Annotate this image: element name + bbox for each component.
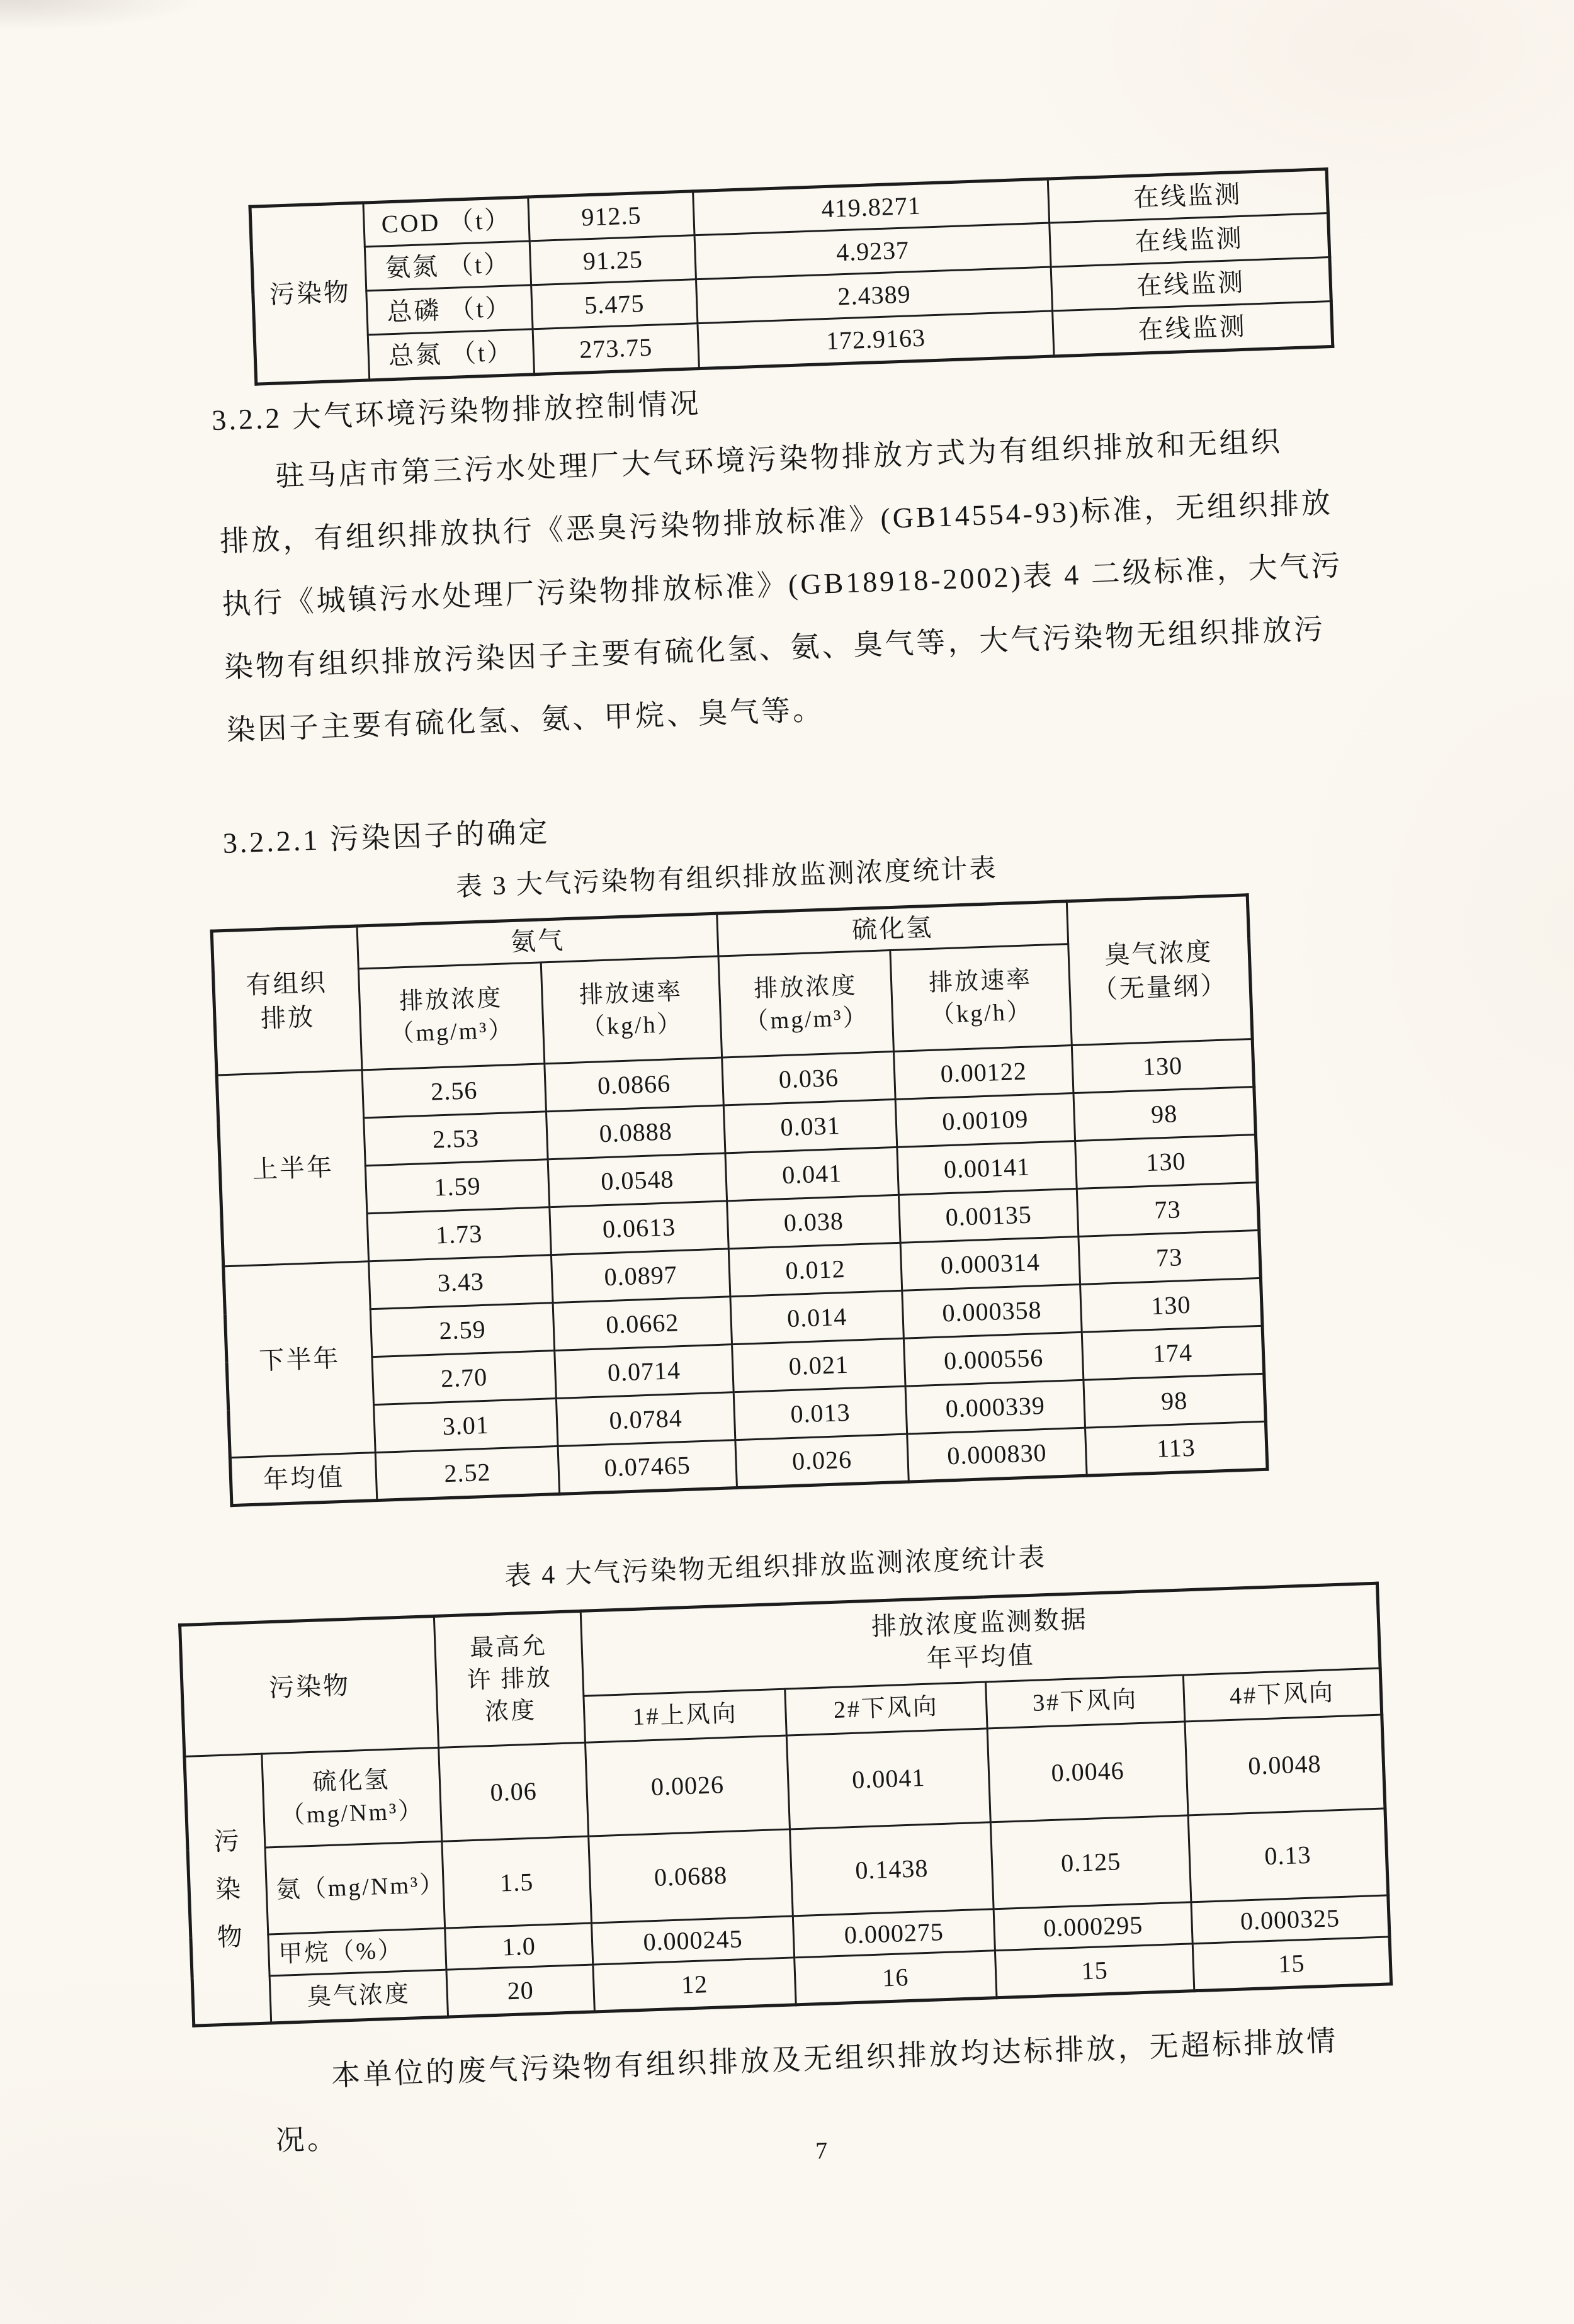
pollutant-name: 总磷 （t） [366, 285, 533, 335]
pollutant-name: 氨氮 （t） [365, 241, 531, 291]
value-cell: 0.013 [733, 1386, 907, 1440]
value-cell: 0.1438 [790, 1822, 994, 1916]
paragraph-line: 执行《城镇污水处理厂污染物排放标准》(GB18918-2002)表 4 二级标准，大气污 [221, 549, 1344, 621]
value-cell: 3.43 [369, 1255, 553, 1309]
value-cell: 73 [1077, 1182, 1259, 1236]
header-nh3: 氨气 [357, 913, 718, 969]
pollutant-name: 臭气浓度 [269, 1970, 448, 2023]
row-group-label: 污染物 [250, 203, 370, 384]
monitor-type: 在线监测 [1048, 169, 1328, 223]
header-rate: 排放速率 （kg/h） [890, 944, 1072, 1052]
value-cell: 0.031 [723, 1099, 897, 1153]
value-cell: 16 [795, 1951, 997, 2005]
paragraph-air-emission [217, 406, 1423, 762]
value-cell: 172.9163 [698, 311, 1054, 369]
value-cell: 0.000325 [1191, 1895, 1390, 1944]
value-cell: 12 [593, 1958, 796, 2012]
value-cell: 0.0548 [548, 1153, 727, 1207]
value-cell: 0.00141 [897, 1141, 1077, 1195]
table-unorganized-emission [178, 1582, 1393, 2028]
row-group-label: 年均值 [230, 1453, 377, 1506]
paragraph-line: 本单位的废气污染物有组织排放及无组织排放均达标排放，无超标排放情 [331, 2024, 1339, 2092]
value-cell: 0.0784 [556, 1392, 735, 1447]
value-cell: 0.0688 [589, 1829, 793, 1923]
value-cell: 15 [1192, 1937, 1391, 1991]
pollutant-name: COD （t） [363, 197, 529, 247]
value-cell: 0.0866 [545, 1058, 723, 1112]
value-cell: 1.73 [367, 1207, 551, 1261]
row-group-label: 下半年 [224, 1261, 375, 1458]
value-cell: 0.00135 [898, 1188, 1078, 1243]
paragraph-line: 排放，有组织排放执行《恶臭污染物排放标准》(GB14554-93)标准，无组织排放 [219, 487, 1333, 558]
table-organized-emission [210, 893, 1269, 1507]
value-cell: 0.000314 [900, 1236, 1080, 1290]
value-cell: 0.0714 [555, 1345, 733, 1399]
value-cell: 130 [1080, 1278, 1262, 1332]
value-cell: 0.125 [990, 1815, 1191, 1909]
value-cell: 2.56 [362, 1064, 546, 1118]
value-cell: 2.52 [375, 1446, 559, 1500]
value-cell: 0.000339 [905, 1380, 1085, 1434]
value-cell: 0.036 [722, 1051, 895, 1105]
value-cell: 0.041 [725, 1147, 898, 1200]
header-organized: 有组织 排放 [212, 926, 362, 1075]
section-heading-322: 3.2.2 大气环境污染物排放控制情况 [211, 387, 702, 437]
monitor-type: 在线监测 [1051, 257, 1331, 311]
value-cell: 3.01 [374, 1399, 558, 1453]
value-cell: 0.000556 [903, 1332, 1083, 1386]
limit-cell: 0.06 [439, 1742, 589, 1841]
header-pollutant: 污染物 [180, 1616, 439, 1757]
header-conc: 排放浓度 （mg/m³） [718, 950, 893, 1058]
value-cell: 2.4389 [696, 267, 1052, 324]
value-cell: 98 [1073, 1087, 1255, 1141]
side-label-pollutant: 污 染 物 [184, 1754, 271, 2026]
value-cell: 4.9237 [694, 223, 1051, 279]
value-cell: 0.0041 [786, 1729, 990, 1829]
value-cell: 0.0888 [546, 1105, 725, 1159]
value-cell: 130 [1072, 1039, 1254, 1093]
paragraph-line: 况。 [275, 2122, 339, 2157]
table4-caption: 表 4 大气污染物无组织排放监测浓度统计表 [504, 1543, 1048, 1592]
value-cell: 0.014 [730, 1290, 903, 1344]
value-cell: 0.13 [1188, 1808, 1388, 1902]
section-heading-3221: 3.2.2.1 污染因子的确定 [222, 815, 551, 859]
value-cell: 0.0613 [550, 1201, 728, 1255]
value-cell: 0.00122 [893, 1046, 1073, 1100]
header-h2s: 硫化氢 [717, 901, 1068, 956]
value-cell: 2.70 [372, 1351, 556, 1405]
value-cell: 0.000295 [994, 1902, 1192, 1951]
paragraph-line: 染物有组织排放污染因子主要有硫化氢、氨、臭气等，大气污染物无组织排放污 [224, 612, 1326, 684]
value-cell: 912.5 [528, 191, 694, 241]
value-cell: 419.8271 [693, 179, 1050, 235]
pollutant-name: 甲烷（%） [268, 1928, 446, 1976]
header-max-allow: 最高允 许 排放 浓度 [434, 1611, 585, 1747]
value-cell: 91.25 [529, 235, 696, 285]
value-cell: 0.07465 [558, 1440, 737, 1494]
value-cell: 0.012 [728, 1243, 902, 1296]
limit-cell: 20 [446, 1965, 594, 2017]
table-water-pollutants [248, 167, 1334, 386]
page-number: 7 [815, 2137, 829, 2165]
value-cell: 0.000245 [592, 1916, 795, 1965]
monitor-type: 在线监测 [1053, 302, 1333, 356]
pollutant-name: 硫化氢 （mg/Nm³） [262, 1747, 442, 1847]
value-cell: 0.021 [732, 1338, 905, 1392]
header-direction-3: 3#下风向 [986, 1675, 1185, 1729]
limit-cell: 1.5 [442, 1836, 592, 1928]
header-monitor-data: 排放浓度监测数据 年平均值 [580, 1583, 1380, 1696]
value-cell: 0.0046 [987, 1722, 1188, 1822]
value-cell: 0.0662 [553, 1297, 732, 1351]
value-cell: 0.000275 [793, 1909, 995, 1958]
value-cell: 98 [1084, 1374, 1265, 1428]
value-cell: 1.59 [365, 1159, 549, 1214]
value-cell: 0.000830 [907, 1428, 1087, 1482]
value-cell: 0.026 [735, 1434, 909, 1487]
header-rate: 排放速率 （kg/h） [541, 956, 722, 1064]
paragraph-line: 染因子主要有硫化氢、氨、甲烷、臭气等。 [225, 693, 825, 747]
value-cell: 73 [1079, 1230, 1260, 1284]
header-odor: 臭气浓度 （无量纲） [1067, 895, 1252, 1046]
value-cell: 174 [1082, 1326, 1264, 1380]
table3-caption: 表 3 大气污染物有组织排放监测浓度统计表 [455, 854, 999, 903]
value-cell: 0.0048 [1185, 1715, 1385, 1815]
header-direction-1: 1#上风向 [584, 1689, 786, 1742]
pollutant-name: 总氮 （t） [368, 329, 534, 380]
header-direction-4: 4#下风向 [1183, 1668, 1381, 1722]
value-cell: 113 [1085, 1421, 1267, 1475]
value-cell: 0.038 [727, 1195, 900, 1248]
value-cell: 2.59 [370, 1303, 554, 1357]
value-cell: 130 [1075, 1134, 1257, 1188]
value-cell: 0.000358 [902, 1284, 1082, 1338]
value-cell: 0.00109 [895, 1093, 1075, 1148]
value-cell: 2.53 [364, 1112, 548, 1166]
value-cell: 273.75 [533, 324, 699, 375]
value-cell: 0.0897 [551, 1249, 730, 1303]
value-cell: 5.475 [531, 279, 698, 329]
monitor-type: 在线监测 [1050, 213, 1330, 267]
header-conc: 排放浓度 （mg/m³） [358, 962, 544, 1070]
value-cell: 15 [995, 1944, 1194, 1998]
row-group-label: 上半年 [217, 1070, 368, 1266]
value-cell: 0.0026 [585, 1735, 790, 1836]
limit-cell: 1.0 [445, 1923, 593, 1970]
pollutant-name: 氨（mg/Nm³） [265, 1841, 445, 1934]
paragraph-line: 驻马店市第三污水处理厂大气环境污染物排放方式为有组织排放和无组织 [275, 425, 1283, 493]
header-direction-2: 2#下风向 [785, 1682, 987, 1735]
